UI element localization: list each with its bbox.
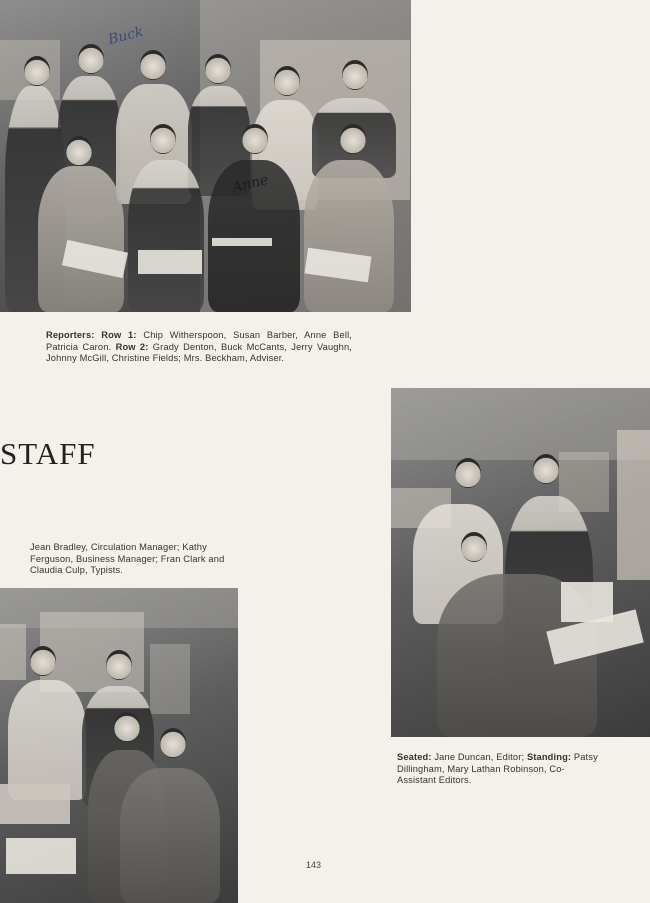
row2-names: Grady Denton, Buck McCants, Jerry Vaughn, Johnny McGill, Christine Fields; Mrs. Beckham, Adviser. bbox=[46, 341, 352, 363]
reporters-photo bbox=[0, 0, 411, 312]
standing-label: Standing: bbox=[526, 752, 572, 762]
seated-label: Seated: bbox=[397, 752, 432, 762]
signature-buck: Buck bbox=[106, 23, 146, 49]
reporters-label: Reporters: bbox=[46, 330, 95, 340]
reporters-caption bbox=[46, 330, 352, 365]
row2-label: Row 2: bbox=[115, 341, 149, 352]
editors-caption bbox=[397, 752, 603, 787]
business-photo bbox=[0, 588, 238, 903]
row1-label: Row 1: bbox=[101, 330, 137, 340]
signature-anne: Anne bbox=[230, 171, 270, 197]
page-title: STAFF bbox=[0, 436, 96, 471]
editors-photo bbox=[391, 388, 650, 737]
seated-names: Jane Duncan, Editor; bbox=[431, 752, 527, 762]
business-caption: Jean Bradley, Circulation Manager; Kathy Ferguson, Business Manager; Fran Clark and Claudia Culp, Typists. bbox=[30, 542, 225, 575]
standing-names: Patsy Dillingham, Mary Lathan Robinson, Co-Assistant Editors. bbox=[397, 752, 598, 785]
page-number: 143 bbox=[306, 860, 322, 870]
row1-names: Chip Witherspoon, Susan Barber, Anne Bell, Patricia Caron. bbox=[46, 330, 353, 352]
